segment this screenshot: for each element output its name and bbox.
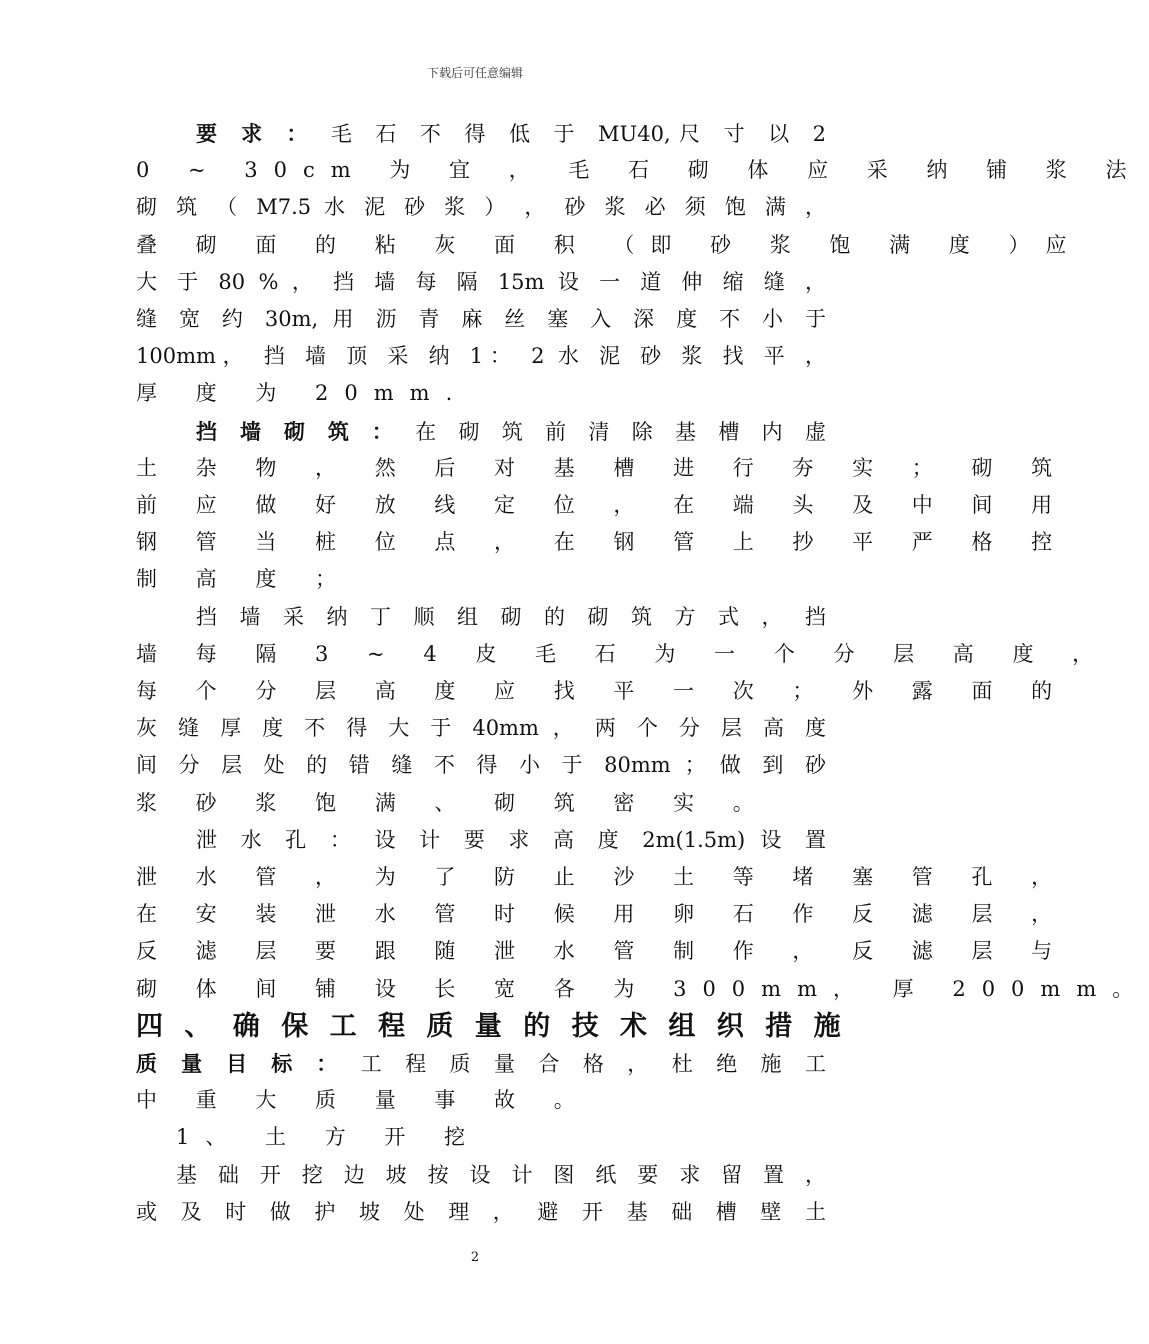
text-line: 0 ~ 30cm 为 宜 ， 毛 石 砌 体 应 采 纳 铺 浆 法	[136, 158, 1143, 183]
text-line: 砌 筑 （ M7.5 水 泥 砂 浆 ） ， 砂 浆 必 须 饱 满 ，	[136, 195, 826, 220]
bold-label: 质 量 目 标 ：	[136, 1051, 346, 1076]
text-line: 四 、 确 保 工 程 质 量 的 技 术 组 织 措 施	[136, 1010, 847, 1042]
text-line: 每 个 分 层 高 度 应 找 平 一 次 ； 外 露 面 的	[136, 679, 1069, 703]
text-line: 泄 水 孔 ： 设 计 要 求 高 度 2m(1.5m) 设 置	[196, 827, 826, 852]
page-header: 下载后可任意编辑	[426, 66, 523, 80]
text-line: 在 安 装 泄 水 管 时 候 用 卵 石 作 反 滤 层 ，	[136, 902, 1069, 927]
text-line: 厚 度 为 20mm.	[136, 381, 469, 406]
text-line: 间 分 层 处 的 错 缝 不 得 小 于 80mm ； 做 到 砂	[136, 753, 826, 778]
bold-label: 挡 墙 砌 筑 ：	[196, 418, 401, 444]
text-line: 挡 墙 采 纳 丁 顺 组 砌 的 砌 筑 方 式 ， 挡	[196, 604, 826, 629]
bold-label: 要 求 ：	[196, 121, 316, 146]
text-line: 浆 砂 浆 饱 满 、 砌 筑 密 实 。	[136, 790, 770, 815]
text-line: 质 量 目 标 ： 工 程 质 量 合 格 ， 杜 绝 施 工	[136, 1051, 826, 1076]
text-line: 中 重 大 质 量 事 故 。	[136, 1088, 591, 1113]
text-line: 钢 管 当 桩 位 点 ， 在 钢 管 上 抄 平 严 格 控	[136, 530, 1069, 555]
text-line: 大 于 80 % ， 挡 墙 每 隔 15m 设 一 道 伸 缩 缝 ，	[136, 269, 826, 294]
text-line: 反 滤 层 要 跟 随 泄 水 管 制 作 ， 反 滤 层 与	[136, 939, 1069, 964]
text-line: 制 高 度 ；	[136, 567, 353, 592]
text-line: 墙 每 隔 3 ~ 4 皮 毛 石 为 一 个 分 层 高 度 ，	[136, 641, 1110, 666]
text-line: 缝 宽 约 30m, 用 沥 青 麻 丝 塞 入 深 度 不 小 于	[136, 307, 826, 331]
text-line: 1、 土 方 开 挖	[176, 1125, 482, 1150]
text-line: 前 应 做 好 放 线 定 位 ， 在 端 头 及 中 间 用	[136, 493, 1069, 517]
text-line: 砌 体 间 铺 设 长 宽 各 为 300mm， 厚 200mm。	[136, 976, 1149, 1001]
page-number: 2	[470, 1250, 480, 1265]
text-line: 土 杂 物 ， 然 后 对 基 槽 进 行 夯 实 ； 砌 筑	[136, 455, 1069, 480]
text-line: 100mm， 挡 墙 顶 采 纳 1： 2 水 泥 砂 浆 找 平 ，	[136, 344, 826, 369]
text-line: 要 求 ： 毛 石 不 得 低 于 MU40,尺 寸 以 2	[196, 121, 827, 146]
text-line: 或 及 时 做 护 坡 处 理 ， 避 开 基 础 槽 壁 土	[136, 1199, 826, 1224]
text-line: 挡 墙 砌 筑 ： 在 砌 筑 前 清 除 基 槽 内 虚	[196, 418, 826, 444]
text-line: 灰 缝 厚 度 不 得 大 于 40mm ， 两 个 分 层 高 度	[136, 716, 826, 741]
text-line: 叠 砌 面 的 粘 灰 面 积 （即 砂 浆 饱 满 度 ）应	[136, 232, 1083, 257]
text-line: 泄 水 管 ， 为 了 防 止 沙 土 等 堵 塞 管 孔 ，	[136, 865, 1069, 889]
text-line: 基 础 开 挖 边 坡 按 设 计 图 纸 要 求 留 置 ，	[176, 1162, 826, 1187]
